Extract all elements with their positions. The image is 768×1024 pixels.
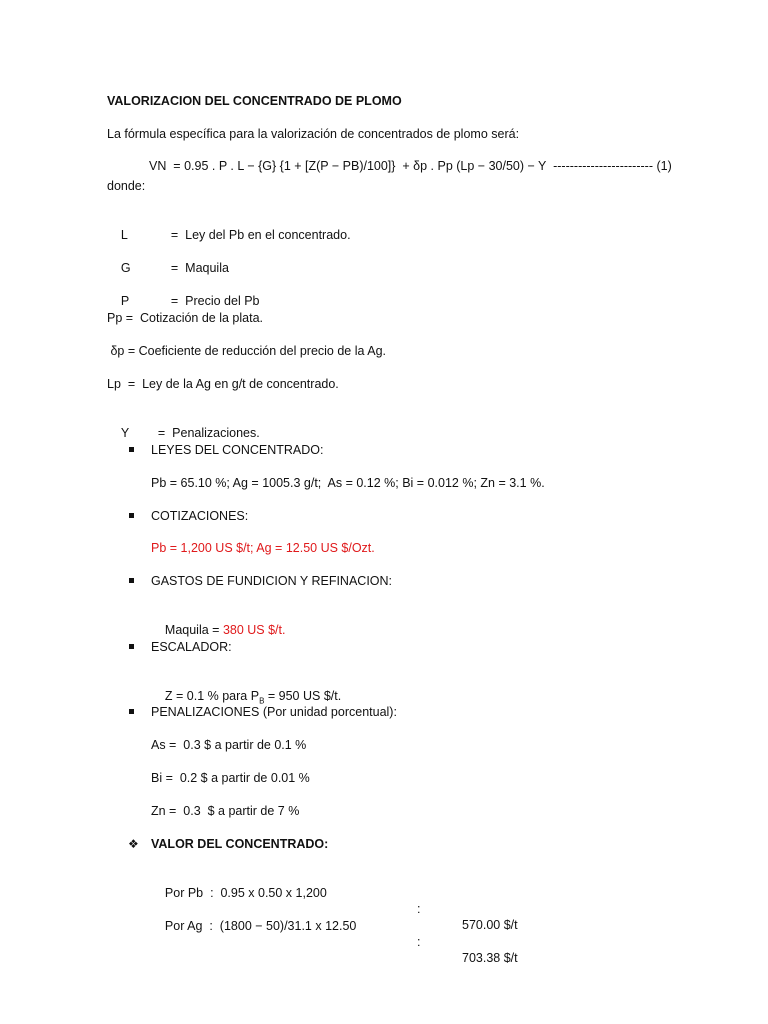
section-heading-escalador: ESCALADOR: xyxy=(151,640,232,654)
section-heading-valor: VALOR DEL CONCENTRADO: xyxy=(151,837,329,851)
valor-row xyxy=(151,902,601,982)
intro-text: La fórmula específica para la valorización de concentrados de plomo será: xyxy=(107,127,520,141)
diamond-bullet-icon: ❖ xyxy=(128,837,139,851)
valor-row-separator: : xyxy=(417,902,421,916)
valor-row-label: Por Ag : (1800 − 50)/31.1 x 12.50 xyxy=(164,919,357,933)
definition-text: = Precio del Pb xyxy=(170,294,260,308)
square-bullet-icon xyxy=(129,578,134,583)
square-bullet-icon xyxy=(129,709,134,714)
definition-pp: Pp = Cotización de la plata. xyxy=(107,311,263,325)
definition-lp: Lp = Ley de la Ag en g/t de concentrado. xyxy=(107,377,339,391)
formula: VN = 0.95 . P . L − {G} {1 + [Z(P − PB)/100]} + δp . Pp (Lp − 30/50) − Y ------------------------ (1) xyxy=(149,159,672,173)
definition-dp: δp = Coeficiente de reducción del precio de la Ag. xyxy=(107,344,387,358)
square-bullet-icon xyxy=(129,644,134,649)
cotizaciones-values: Pb = 1,200 US $/t; Ag = 12.50 US $/Ozt. xyxy=(151,541,375,555)
definition-symbol: G xyxy=(120,261,131,275)
valor-row-value: 570.00 $/t xyxy=(462,918,518,932)
square-bullet-icon xyxy=(129,513,134,518)
definition-symbol: P xyxy=(120,294,130,308)
definition-text: = Penalizaciones. xyxy=(157,426,260,440)
maquila-label: Maquila = xyxy=(164,623,223,637)
escalador-post: = 950 US $/t. xyxy=(264,689,342,703)
section-heading-penalizaciones: PENALIZACIONES (Por unidad porcentual): xyxy=(151,705,397,719)
escalador-subscript: B xyxy=(259,696,265,706)
valor-row-value: 703.38 $/t xyxy=(462,951,518,965)
document-title: VALORIZACION DEL CONCENTRADO DE PLOMO xyxy=(107,94,402,108)
section-heading-gastos: GASTOS DE FUNDICION Y REFINACION: xyxy=(151,574,393,588)
square-bullet-icon xyxy=(129,447,134,452)
section-heading-cotizaciones: COTIZACIONES: xyxy=(151,509,249,523)
penalizacion-item: Bi = 0.2 $ a partir de 0.01 % xyxy=(151,771,310,785)
where-label: donde: xyxy=(107,179,146,193)
escalador-pre: Z = 0.1 % para P xyxy=(164,689,260,703)
valor-row-separator: : xyxy=(417,935,421,949)
definition-text: = Ley del Pb en el concentrado. xyxy=(170,228,351,242)
leyes-values: Pb = 65.10 %; Ag = 1005.3 g/t; As = 0.12 %; Bi = 0.012 %; Zn = 3.1 %. xyxy=(151,476,545,490)
definition-symbol: Y xyxy=(120,426,130,440)
penalizacion-item: Zn = 0.3 $ a partir de 7 % xyxy=(151,804,300,818)
section-heading-leyes: LEYES DEL CONCENTRADO: xyxy=(151,443,324,457)
definition-symbol: L xyxy=(120,228,128,242)
penalizacion-item: As = 0.3 $ a partir de 0.1 % xyxy=(151,738,307,752)
valor-row-label: Por Pb : 0.95 x 0.50 x 1,200 xyxy=(164,886,327,900)
definition-text: = Maquila xyxy=(170,261,229,275)
maquila-value: 380 US $/t. xyxy=(222,623,286,637)
